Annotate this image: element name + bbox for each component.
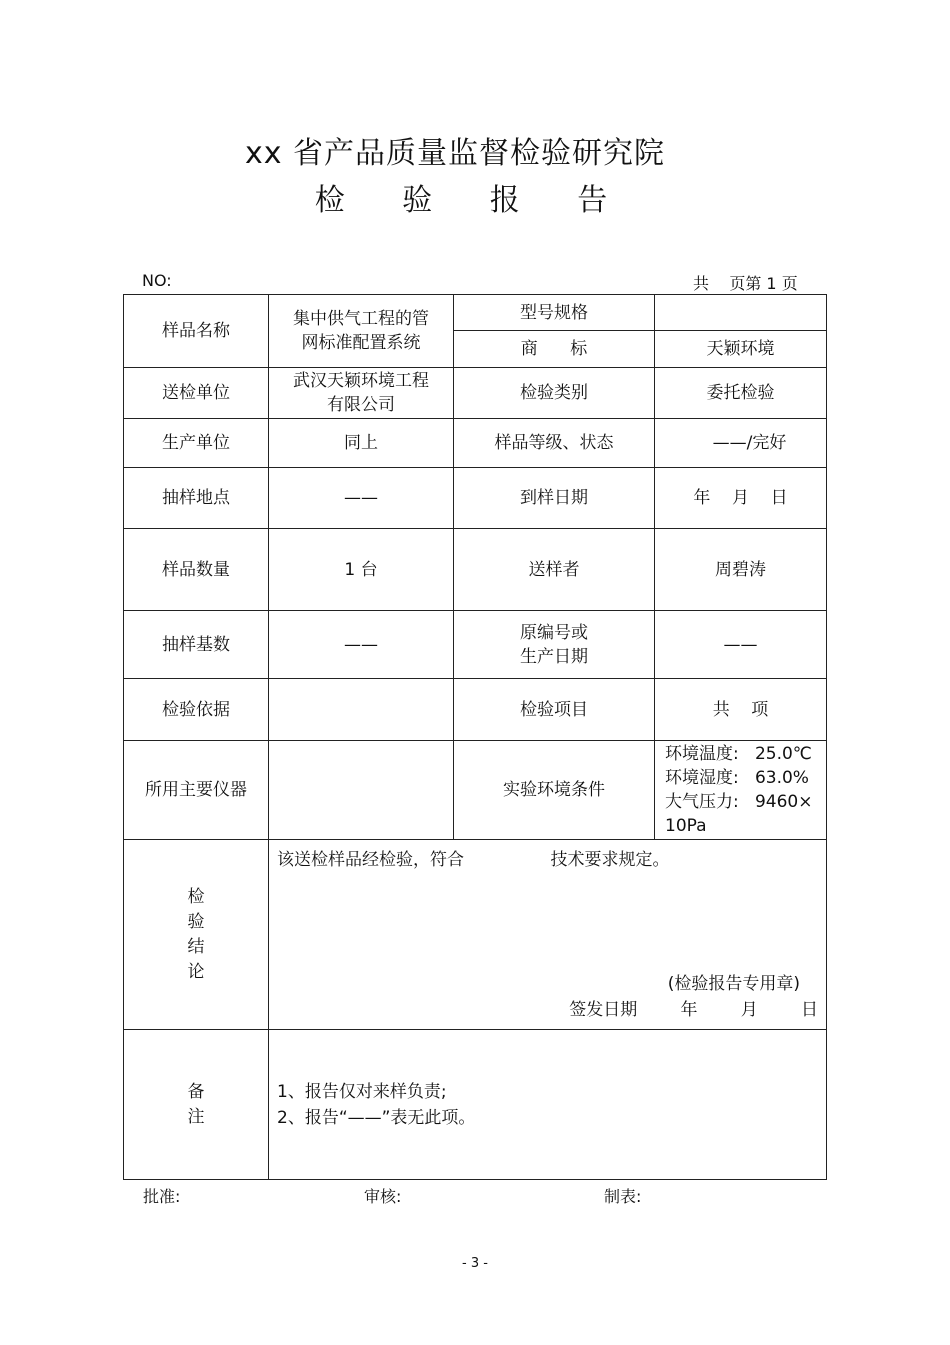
items-label: 检验项目 <box>454 679 655 741</box>
sample-name-label: 样品名称 <box>124 295 269 368</box>
conclusion-char: 验 <box>187 911 205 932</box>
sample-name-line2: 网标准配置系统 <box>301 333 421 353</box>
basis-label: 检验依据 <box>124 679 269 741</box>
report-title: 检 验 报 告 <box>314 183 632 218</box>
arrival-date-value: 年 月 日 <box>655 468 827 529</box>
orig-no-label <box>454 611 655 679</box>
review-label: 审核: <box>364 1187 402 1206</box>
remarks-char: 备 <box>187 1081 205 1102</box>
env-humidity: 环境湿度: 63.0% <box>665 768 809 788</box>
grade-status-label: 样品等级、状态 <box>454 419 655 468</box>
producer-label: 生产单位 <box>124 419 269 468</box>
inspection-type-value: 委托检验 <box>655 368 827 419</box>
report-number-label: NO: <box>142 271 172 290</box>
prepare-label: 制表: <box>604 1187 642 1206</box>
sampling-base-label: 抽样基数 <box>124 611 269 679</box>
conclusion-label <box>124 840 269 1030</box>
env-label: 实验环境条件 <box>454 741 655 840</box>
quantity-label: 样品数量 <box>124 529 269 611</box>
approve-label: 批准: <box>143 1187 181 1206</box>
model-spec-value <box>655 295 827 331</box>
page-info: 共 页第 1 页 <box>693 274 798 293</box>
env-pressure: 大气压力: 9460× <box>665 792 813 812</box>
instruments-label: 所用主要仪器 <box>124 741 269 840</box>
conclusion-char: 检 <box>187 886 205 907</box>
sampling-place-value: —— <box>269 468 454 529</box>
remarks-area <box>269 1030 827 1180</box>
items-value: 共 项 <box>655 679 827 741</box>
producer-value: 同上 <box>269 419 454 468</box>
remark-item-1: 1、报告仅对来样负责; <box>277 1081 447 1102</box>
remarks-char: 注 <box>187 1106 205 1127</box>
submitter-unit-line1: 武汉天颖环境工程 <box>293 371 429 391</box>
env-conditions <box>655 741 827 840</box>
conclusion-char: 论 <box>187 961 205 982</box>
sample-name-line1: 集中供气工程的管 <box>293 309 429 329</box>
arrival-date-label: 到样日期 <box>454 468 655 529</box>
remark-item-2: 2、报告“——”表无此项。 <box>277 1107 476 1128</box>
sender-value: 周碧涛 <box>655 529 827 611</box>
institute-title: xx 省产品质量监督检验研究院 <box>244 136 666 171</box>
page-number: - 3 - <box>462 1256 488 1271</box>
trademark-value: 天颖环境 <box>655 331 827 368</box>
sample-name-value <box>269 295 454 368</box>
remarks-label <box>124 1030 269 1180</box>
sampling-place-label: 抽样地点 <box>124 468 269 529</box>
orig-no-value: —— <box>655 611 827 679</box>
env-temperature: 环境温度: 25.0℃ <box>665 744 812 764</box>
inspection-report-table <box>123 294 827 1180</box>
submitter-unit-value <box>269 368 454 419</box>
orig-no-label-line2: 生产日期 <box>520 646 588 667</box>
instruments-value <box>269 741 454 840</box>
seal-note: (检验报告专用章) <box>667 974 800 994</box>
basis-value <box>269 679 454 741</box>
orig-no-label-line1: 原编号或 <box>520 622 588 643</box>
conclusion-text: 该送检样品经检验，符合 技术要求规定。 <box>277 850 670 870</box>
sender-label: 送样者 <box>454 529 655 611</box>
submitter-unit-line2: 有限公司 <box>327 395 395 415</box>
sampling-base-value: —— <box>269 611 454 679</box>
env-pressure-unit: 10Pa <box>665 816 707 836</box>
grade-status-value: ——/完好 <box>655 419 827 468</box>
conclusion-char: 结 <box>187 936 205 957</box>
quantity-value: 1 台 <box>269 529 454 611</box>
trademark-label: 商 标 <box>454 331 655 368</box>
submitter-unit-label: 送检单位 <box>124 368 269 419</box>
inspection-type-label: 检验类别 <box>454 368 655 419</box>
conclusion-area <box>269 840 827 1030</box>
issue-date: 签发日期 年 月 日 <box>569 1000 818 1020</box>
model-spec-label: 型号规格 <box>454 295 655 331</box>
